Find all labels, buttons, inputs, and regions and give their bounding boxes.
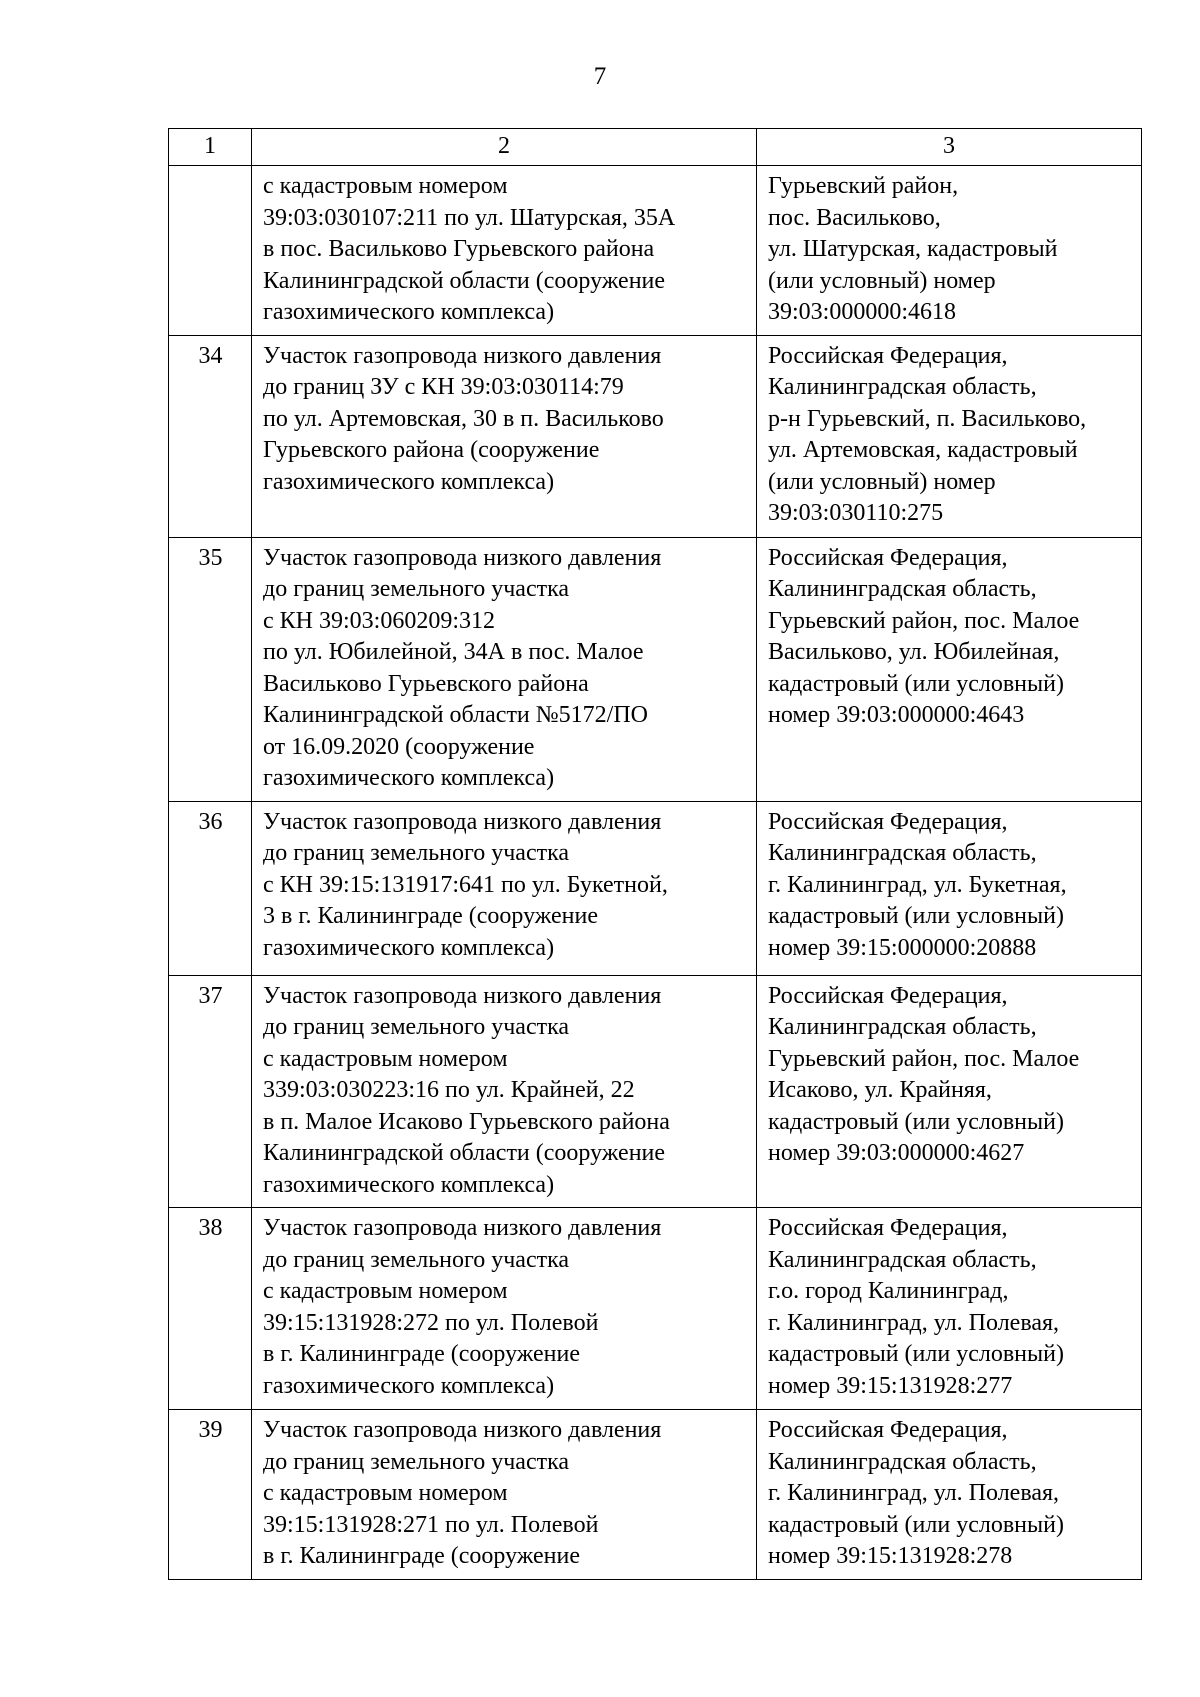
location-line: кадастровый (или условный): [768, 1341, 1064, 1367]
location-line: р-н Гурьевский, п. Васильково,: [768, 405, 1087, 432]
row-number-cell: 36: [169, 801, 252, 975]
location-line: Калининградская область,: [768, 1246, 1037, 1273]
object-description-line: в пос. Васильково Гурьевского района: [263, 236, 655, 262]
object-description-line: Калининградской области (сооружение: [263, 1140, 666, 1166]
object-description-line: по ул. Артемовская, 30 в п. Васильково: [263, 405, 664, 432]
location-line: номер 39:15:000000:20888: [768, 934, 1037, 961]
object-description-line: по ул. Юбилейной, 34А в пос. Малое: [263, 639, 644, 665]
location-line: г. Калининград, ул. Полевая,: [768, 1480, 1060, 1506]
object-description-line: 39:03:030107:211 по ул. Шатурская, 35А: [263, 204, 676, 231]
location-cell: [757, 166, 1142, 336]
location-line: г. Калининград, ул. Полевая,: [768, 1309, 1060, 1336]
object-description-line: газохимического комплекса): [263, 934, 555, 961]
location-cell: [757, 335, 1142, 537]
object-description-line: газохимического комплекса): [263, 299, 555, 325]
location-line: ул. Артемовская, кадастровый: [768, 437, 1078, 463]
object-description-line: до границ земельного участка: [263, 576, 570, 602]
page-number: 7: [593, 63, 607, 90]
location-line: Исаково, ул. Крайняя,: [768, 1077, 992, 1103]
object-description-cell: [252, 537, 757, 801]
object-description-line: Участок газопровода низкого давления: [263, 808, 662, 835]
location-line: г. Калининград, ул. Букетная,: [768, 871, 1067, 898]
column-header-3: 3: [757, 129, 1142, 166]
location-cell: [757, 975, 1142, 1208]
row-number-cell: 38: [169, 1208, 252, 1410]
location-cell: [757, 801, 1142, 975]
object-description-line: газохимического комплекса): [263, 1171, 555, 1198]
object-description-line: 3 в г. Калининграде (сооружение: [263, 903, 599, 929]
location-line: Российская Федерация,: [768, 544, 1008, 571]
location-line: г.о. город Калининград,: [768, 1278, 1009, 1304]
location-line: Васильково, ул. Юбилейная,: [768, 639, 1060, 665]
row-number-cell: 35: [169, 537, 252, 801]
row-number-cell: [169, 166, 252, 336]
object-description-cell: [252, 801, 757, 975]
object-description-line: Гурьевского района (сооружение: [263, 437, 600, 463]
table-header-row: [169, 129, 1142, 166]
object-description-line: до границ ЗУ с КН 39:03:030114:79: [263, 374, 624, 400]
location-line: Калининградская область,: [768, 840, 1037, 866]
location-line: 39:03:000000:4618: [768, 299, 957, 325]
object-description-line: до границ земельного участка: [263, 1014, 570, 1040]
table-body: [169, 166, 1142, 1580]
object-description-line: 339:03:030223:16 по ул. Крайней, 22: [263, 1077, 635, 1103]
object-description-cell: [252, 1208, 757, 1410]
object-description-line: с кадастровым номером: [263, 1278, 508, 1304]
location-cell: [757, 537, 1142, 801]
location-line: Российская Федерация,: [768, 1215, 1008, 1241]
location-line: кадастровый (или условный): [768, 1511, 1064, 1538]
object-description-line: Васильково Гурьевского района: [263, 670, 589, 697]
object-description-line: от 16.09.2020 (сооружение: [263, 733, 535, 760]
column-header-2: 2: [252, 129, 757, 166]
object-description-cell: [252, 335, 757, 537]
objects-table: [168, 128, 1142, 1580]
object-description-line: с кадастровым номером: [263, 173, 508, 199]
object-description-line: с кадастровым номером: [263, 1480, 508, 1506]
location-line: Гурьевский район,: [768, 173, 959, 199]
object-description-cell: [252, 166, 757, 336]
object-description-line: газохимического комплекса): [263, 765, 555, 791]
object-description-line: с КН 39:15:131917:641 по ул. Букетной,: [263, 871, 668, 898]
object-description-line: Участок газопровода низкого давления: [263, 982, 662, 1009]
table-row: [169, 537, 1142, 801]
location-line: номер 39:03:000000:4627: [768, 1140, 1025, 1166]
location-line: (или условный) номер: [768, 267, 996, 294]
object-description-line: до границ земельного участка: [263, 1246, 570, 1273]
location-line: Гурьевский район, пос. Малое: [768, 1045, 1080, 1072]
object-description-line: Калининградской области (сооружение: [263, 267, 666, 294]
location-line: Российская Федерация,: [768, 1417, 1008, 1443]
object-description-line: Участок газопровода низкого давления: [263, 1215, 662, 1241]
location-line: (или условный) номер: [768, 468, 996, 495]
location-line: 39:03:030110:275: [768, 500, 944, 526]
location-cell: [757, 1208, 1142, 1410]
object-description-line: 39:15:131928:271 по ул. Полевой: [263, 1511, 599, 1538]
table-row: [169, 1208, 1142, 1410]
object-description-line: газохимического комплекса): [263, 468, 555, 495]
location-line: номер 39:15:131928:278: [768, 1543, 1013, 1569]
object-description-cell: [252, 975, 757, 1208]
object-description-line: Участок газопровода низкого давления: [263, 342, 662, 369]
object-description-line: Калининградской области №5172/ПО: [263, 702, 649, 728]
location-line: кадастровый (или условный): [768, 903, 1064, 929]
table-row: [169, 1410, 1142, 1580]
object-description-line: газохимического комплекса): [263, 1372, 555, 1399]
object-description-line: Участок газопровода низкого давления: [263, 544, 662, 571]
object-description-line: в г. Калининграде (сооружение: [263, 1543, 581, 1569]
row-number-cell: 34: [169, 335, 252, 537]
object-description-line: до границ земельного участка: [263, 840, 570, 866]
object-description-cell: [252, 1410, 757, 1580]
location-line: пос. Васильково,: [768, 204, 941, 231]
table-row: [169, 975, 1142, 1208]
location-line: кадастровый (или условный): [768, 670, 1064, 697]
location-cell: [757, 1410, 1142, 1580]
row-number-cell: 39: [169, 1410, 252, 1580]
location-line: Калининградская область,: [768, 374, 1037, 400]
location-line: кадастровый (или условный): [768, 1108, 1064, 1135]
object-description-line: в п. Малое Исаково Гурьевского района: [263, 1108, 670, 1135]
location-line: Российская Федерация,: [768, 982, 1008, 1009]
location-line: Гурьевский район, пос. Малое: [768, 607, 1080, 634]
location-line: номер 39:03:000000:4643: [768, 702, 1025, 728]
location-line: Российская Федерация,: [768, 808, 1008, 835]
object-description-line: с КН 39:03:060209:312: [263, 607, 495, 634]
location-line: номер 39:15:131928:277: [768, 1372, 1013, 1399]
location-line: ул. Шатурская, кадастровый: [768, 236, 1058, 262]
row-number-cell: 37: [169, 975, 252, 1208]
location-line: Калининградская область,: [768, 576, 1037, 602]
table-row: [169, 801, 1142, 975]
column-header-1: 1: [169, 129, 252, 166]
object-description-line: Участок газопровода низкого давления: [263, 1417, 662, 1443]
object-description-line: до границ земельного участка: [263, 1448, 570, 1475]
location-line: Калининградская область,: [768, 1448, 1037, 1475]
table-row: [169, 335, 1142, 537]
object-description-line: с кадастровым номером: [263, 1045, 508, 1072]
location-line: Российская Федерация,: [768, 342, 1008, 369]
object-description-line: 39:15:131928:272 по ул. Полевой: [263, 1309, 599, 1336]
table-row: [169, 166, 1142, 336]
object-description-line: в г. Калининграде (сооружение: [263, 1341, 581, 1367]
location-line: Калининградская область,: [768, 1014, 1037, 1040]
